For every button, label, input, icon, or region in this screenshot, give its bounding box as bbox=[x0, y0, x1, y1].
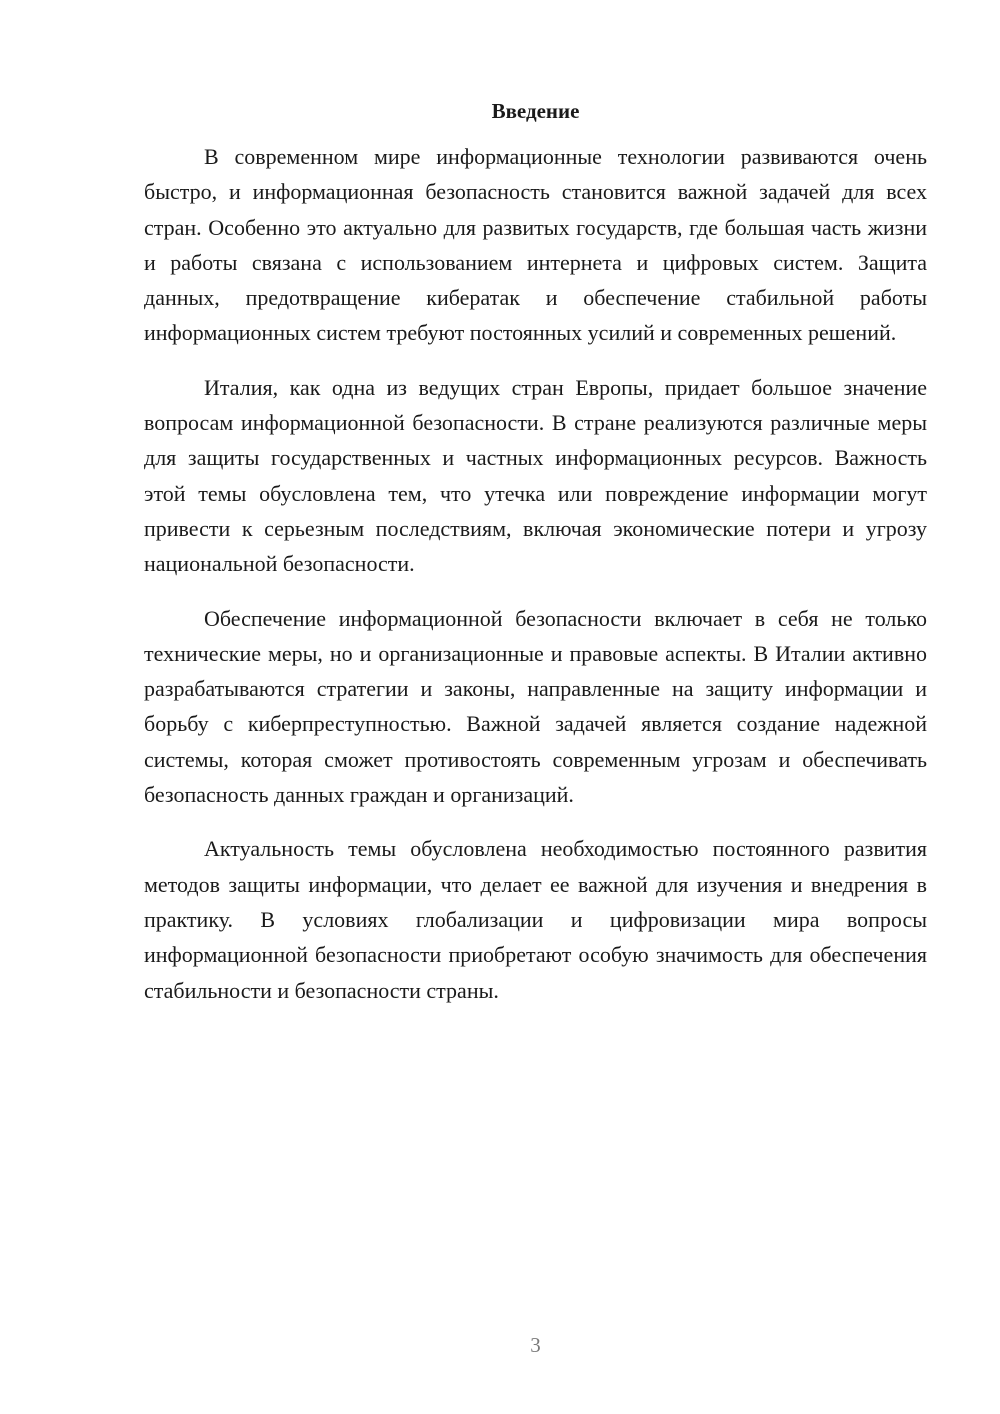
paragraph-1: В современном мире информационные технологии развиваются очень быстро, и информационная безопасность становится важной задачей для всех стран. Особенно это актуально для развитых государств, где большая часть жизни и работы связана с использованием интернета и цифровых систем. Защита данных, предотвращение кибератак и обеспечение стабильной работы информационных систем требуют постоянных усилий и современных решений. bbox=[144, 144, 927, 346]
page-number: 3 bbox=[530, 1333, 541, 1357]
page-content bbox=[144, 96, 927, 1027]
paragraph-2: Италия, как одна из ведущих стран Европы, придает большое значение вопросам информационной безопасности. В стране реализуются различные меры для защиты государственных и частных информационных ресурсов. Важность этой темы обусловлена тем, что утечка или повреждение информации могут привести к серьезным последствиям, включая экономические потери и угрозу национальной безопасности. bbox=[144, 374, 927, 577]
paragraph-4: Актуальность темы обусловлена необходимостью постоянного развития методов защиты информации, что делает ее важной для изучения и внедрения в практику. В условиях глобализации и цифровизации мира вопросы информационной безопасности приобретают особую значимость для обеспечения стабильности и безопасности страны. bbox=[144, 836, 927, 1003]
paragraph-3: Обеспечение информационной безопасности включает в себя не только технические меры, но и организационные и правовые аспекты. В Италии активно разрабатываются стратегии и законы, направленные на защиту информации и борьбу с киберпреступностью. Важной задачей является создание надежной системы, которая сможет противостоять современным угрозам и обеспечивать безопасность данных граждан и организаций. bbox=[144, 605, 927, 808]
section-title: Введение bbox=[491, 99, 580, 123]
